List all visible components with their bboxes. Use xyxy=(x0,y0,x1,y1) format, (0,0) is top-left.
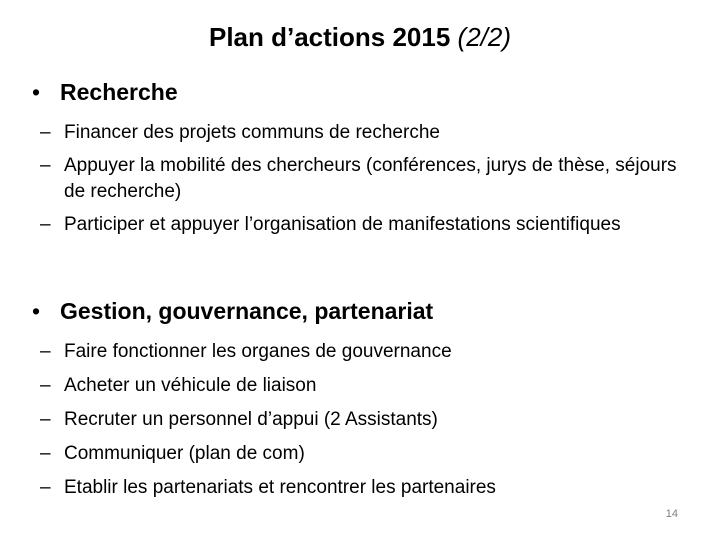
dash-icon: – xyxy=(40,214,51,235)
list-item xyxy=(32,475,692,501)
sub-list xyxy=(32,120,692,238)
section-heading-label: Recherche xyxy=(60,79,178,105)
list-item xyxy=(32,407,692,433)
bullet-icon: • xyxy=(32,79,41,105)
section-heading xyxy=(32,296,692,326)
list-item-text: Financer des projets communs de recherche xyxy=(64,122,440,143)
sub-list xyxy=(32,339,692,501)
page-number: 14 xyxy=(665,508,678,520)
list-item-text: Communiquer (plan de com) xyxy=(64,443,305,464)
list-item xyxy=(32,373,692,399)
dash-icon: – xyxy=(40,122,51,143)
dash-icon: – xyxy=(40,341,51,362)
list-item xyxy=(32,153,692,205)
list-item xyxy=(32,339,692,365)
dash-icon: – xyxy=(40,477,51,498)
section-recherche xyxy=(32,77,692,245)
list-item-text: Appuyer la mobilité des chercheurs (conférences, jurys de thèse, séjours de recherche) xyxy=(64,155,677,202)
dash-icon: – xyxy=(40,409,51,430)
dash-icon: – xyxy=(40,375,51,396)
dash-icon: – xyxy=(40,443,51,464)
list-item xyxy=(32,212,692,238)
list-item-text: Recruter un personnel d’appui (2 Assistants) xyxy=(64,409,438,430)
dash-icon: – xyxy=(40,155,51,176)
list-item-text: Etablir les partenariats et rencontrer les partenaires xyxy=(64,477,496,498)
list-item-text: Acheter un véhicule de liaison xyxy=(64,375,317,396)
list-item xyxy=(32,120,692,146)
list-item xyxy=(32,441,692,467)
slide-title xyxy=(0,20,720,54)
section-heading-label: Gestion, gouvernance, partenariat xyxy=(60,298,434,324)
list-item-text: Participer et appuyer l’organisation de manifestations scientifiques xyxy=(64,214,621,235)
list-item-text: Faire fonctionner les organes de gouvernance xyxy=(64,341,452,362)
section-heading xyxy=(32,77,692,107)
title-part: (2/2) xyxy=(457,22,512,52)
title-main: Plan d’actions 2015 xyxy=(208,22,451,52)
section-gestion xyxy=(32,296,692,509)
bullet-icon: • xyxy=(32,298,41,324)
